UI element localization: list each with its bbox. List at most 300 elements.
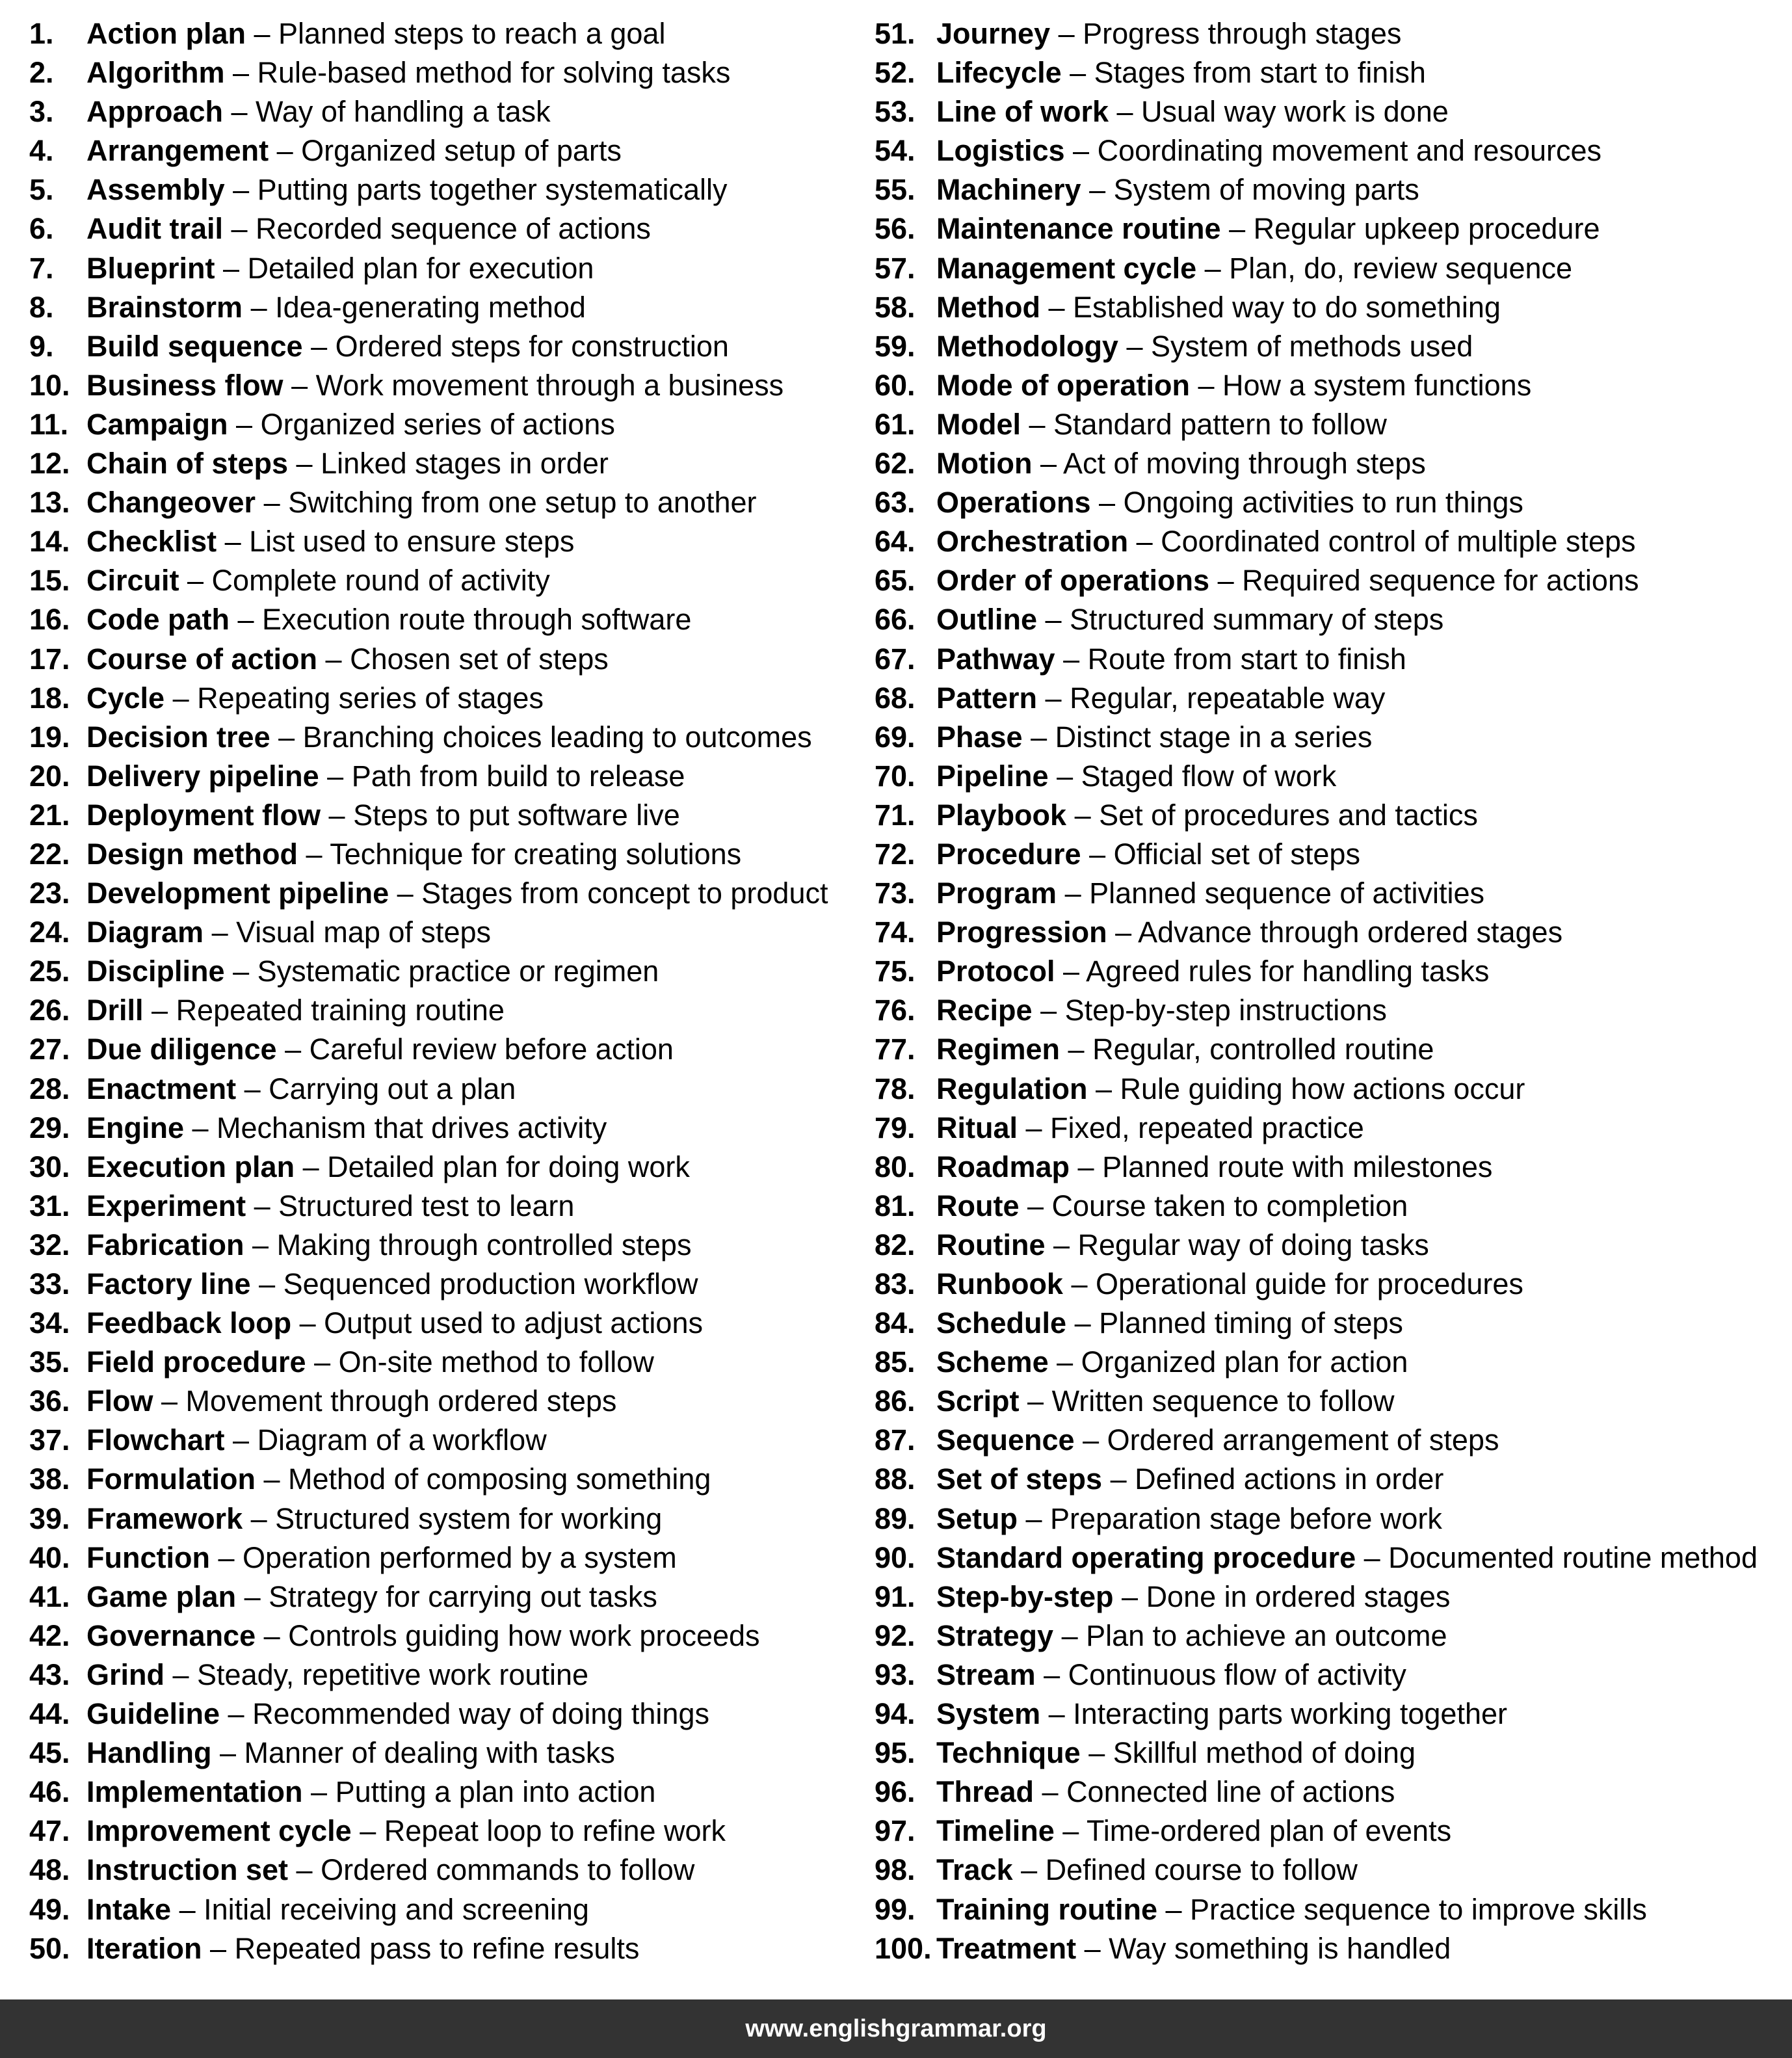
item-text: Outline – Structured summary of steps (936, 603, 1444, 637)
list-item (875, 1734, 1792, 1773)
item-number: 60. (875, 368, 916, 402)
item-text: Field procedure – On-site method to follow (86, 1345, 654, 1379)
list-item (29, 131, 875, 170)
item-text: Chain of steps – Linked stages in order (86, 447, 609, 481)
item-number: 8. (29, 290, 54, 324)
item-number: 81. (875, 1189, 916, 1222)
item-number: 72. (875, 837, 916, 871)
list-item (875, 1382, 1792, 1421)
item-text: Execution plan – Detailed plan for doing work (86, 1150, 690, 1183)
item-term: Algorithm (86, 56, 225, 90)
item-number: 31. (29, 1189, 70, 1222)
item-term: Runbook (936, 1267, 1063, 1300)
list-item (875, 1421, 1792, 1460)
item-term: Progression (936, 916, 1107, 949)
item-term: Flow (86, 1384, 153, 1418)
list-item (875, 444, 1792, 483)
list-item (875, 952, 1792, 991)
item-text: Stream – Continuous flow of activity (936, 1657, 1406, 1691)
list-item (29, 1851, 875, 1890)
item-term: Pathway (936, 642, 1055, 676)
item-number: 79. (875, 1111, 916, 1144)
item-term: Experiment (86, 1189, 246, 1222)
item-number: 5. (29, 173, 54, 207)
item-text: Build sequence – Ordered steps for construction (86, 329, 729, 363)
item-number: 11. (29, 407, 69, 441)
item-number: 7. (29, 251, 54, 285)
list-item (875, 53, 1792, 92)
item-text: Cycle – Repeating series of stages (86, 681, 544, 715)
item-number: 16. (29, 603, 70, 637)
item-text: Scheme – Organized plan for action (936, 1345, 1408, 1379)
list-item (875, 1851, 1792, 1890)
item-text: Standard operating procedure – Documented routine method (936, 1540, 1758, 1574)
list-item (29, 249, 875, 288)
list-item (875, 913, 1792, 952)
item-text: Timeline – Time-ordered plan of events (936, 1814, 1452, 1848)
item-term: Method (936, 290, 1040, 324)
item-text: Engine – Mechanism that drives activity (86, 1111, 607, 1144)
item-number: 68. (875, 681, 916, 715)
item-number: 95. (875, 1736, 916, 1770)
item-number: 10. (29, 368, 70, 402)
list-item (29, 1343, 875, 1382)
item-text: Recipe – Step-by-step instructions (936, 994, 1387, 1027)
list-item (875, 1812, 1792, 1851)
list-item (29, 952, 875, 991)
footer-url: www.englishgrammar.org (745, 2014, 1047, 2042)
item-text: Brainstorm – Idea-generating method (86, 290, 586, 324)
item-number: 89. (875, 1501, 916, 1535)
item-term: Timeline (936, 1814, 1055, 1848)
item-term: Improvement cycle (86, 1814, 352, 1848)
item-term: Program (936, 877, 1057, 910)
item-term: Audit trail (86, 212, 223, 246)
item-text: Instruction set – Ordered commands to follow (86, 1853, 695, 1887)
item-term: Design method (86, 837, 298, 871)
item-text: Experiment – Structured test to learn (86, 1189, 575, 1222)
item-number: 69. (875, 720, 916, 754)
list-item (875, 1616, 1792, 1656)
item-term: Regulation (936, 1072, 1088, 1105)
item-text: Machinery – System of moving parts (936, 173, 1419, 207)
list-item (875, 522, 1792, 561)
item-text: Campaign – Organized series of actions (86, 407, 615, 441)
list-item (29, 991, 875, 1030)
item-term: Grind (86, 1657, 165, 1691)
item-term: Implementation (86, 1775, 303, 1809)
item-text: Program – Planned sequence of activities (936, 877, 1484, 910)
item-text: Approach – Way of handling a task (86, 95, 551, 129)
list-item (875, 561, 1792, 600)
item-number: 80. (875, 1150, 916, 1183)
item-term: Treatment (936, 1931, 1077, 1965)
item-number: 57. (875, 251, 916, 285)
list-item (875, 1304, 1792, 1343)
list-item (875, 1343, 1792, 1382)
list-item (875, 1070, 1792, 1109)
item-number: 41. (29, 1579, 70, 1613)
list-item (875, 1187, 1792, 1226)
item-term: Procedure (936, 837, 1081, 871)
item-text: Setup – Preparation stage before work (936, 1501, 1442, 1535)
item-term: Line of work (936, 95, 1109, 129)
item-number: 42. (29, 1618, 70, 1652)
list-item (29, 1577, 875, 1616)
item-text: Action plan – Planned steps to reach a goal (86, 17, 666, 50)
item-number: 32. (29, 1228, 70, 1261)
item-term: Motion (936, 447, 1033, 481)
item-text: Route – Course taken to completion (936, 1189, 1408, 1222)
item-text: Feedback loop – Output used to adjust actions (86, 1306, 703, 1340)
item-text: Routine – Regular way of doing tasks (936, 1228, 1429, 1261)
list-item (875, 209, 1792, 248)
item-number: 36. (29, 1384, 70, 1418)
list-item (29, 874, 875, 913)
item-term: Phase (936, 720, 1023, 754)
item-term: Maintenance routine (936, 212, 1221, 246)
item-term: Framework (86, 1501, 243, 1535)
list-item (875, 483, 1792, 522)
item-number: 61. (875, 407, 916, 441)
list-item (29, 718, 875, 757)
item-number: 49. (29, 1892, 70, 1926)
item-term: Order of operations (936, 564, 1210, 598)
item-number: 76. (875, 994, 916, 1027)
item-number: 85. (875, 1345, 916, 1379)
list-item (29, 1265, 875, 1304)
list-item (875, 14, 1792, 53)
item-text: Step-by-step – Done in ordered stages (936, 1579, 1451, 1613)
item-term: Governance (86, 1618, 256, 1652)
item-term: Campaign (86, 407, 228, 441)
item-number: 17. (29, 642, 70, 676)
item-term: Decision tree (86, 720, 270, 754)
item-text: Procedure – Official set of steps (936, 837, 1360, 871)
item-number: 23. (29, 877, 70, 910)
item-number: 24. (29, 916, 70, 949)
item-term: Set of steps (936, 1462, 1103, 1496)
item-number: 6. (29, 212, 54, 246)
item-number: 66. (875, 603, 916, 637)
item-number: 58. (875, 290, 916, 324)
list-item (29, 1421, 875, 1460)
item-text: Playbook – Set of procedures and tactics (936, 798, 1478, 832)
item-text: Business flow – Work movement through a business (86, 368, 784, 402)
item-number: 90. (875, 1540, 916, 1574)
item-term: Technique (936, 1736, 1081, 1770)
item-text: Changeover – Switching from one setup to another (86, 486, 757, 520)
item-term: Protocol (936, 955, 1055, 988)
item-number: 9. (29, 329, 54, 363)
item-term: Checklist (86, 525, 217, 559)
item-number: 21. (29, 798, 70, 832)
item-term: Diagram (86, 916, 204, 949)
item-term: Handling (86, 1736, 212, 1770)
list-item (29, 1148, 875, 1187)
list-item (29, 444, 875, 483)
list-item (29, 1304, 875, 1343)
item-number: 13. (29, 486, 70, 520)
item-text: Sequence – Ordered arrangement of steps (936, 1423, 1499, 1457)
item-number: 55. (875, 173, 916, 207)
item-text: Logistics – Coordinating movement and resources (936, 134, 1601, 168)
item-number: 54. (875, 134, 916, 168)
list-item (875, 288, 1792, 327)
item-number: 94. (875, 1697, 916, 1731)
item-number: 40. (29, 1540, 70, 1574)
item-number: 99. (875, 1892, 916, 1926)
item-text: Phase – Distinct stage in a series (936, 720, 1373, 754)
item-term: Arrangement (86, 134, 269, 168)
list-item (875, 1538, 1792, 1577)
list-item (29, 913, 875, 952)
item-text: Motion – Act of moving through steps (936, 447, 1426, 481)
item-text: Runbook – Operational guide for procedures (936, 1267, 1523, 1300)
item-term: Factory line (86, 1267, 251, 1300)
item-text: Checklist – List used to ensure steps (86, 525, 575, 559)
item-term: Deployment flow (86, 798, 321, 832)
list-item (875, 1030, 1792, 1069)
list-item (29, 1030, 875, 1069)
item-term: Schedule (936, 1306, 1067, 1340)
item-number: 33. (29, 1267, 70, 1300)
list-item (29, 796, 875, 835)
item-text: Formulation – Method of composing something (86, 1462, 711, 1496)
list-item (875, 405, 1792, 444)
item-term: Recipe (936, 994, 1033, 1027)
item-term: Chain of steps (86, 447, 289, 481)
item-term: Management cycle (936, 251, 1197, 285)
item-text: Regulation – Rule guiding how actions occur (936, 1072, 1525, 1105)
item-text: Course of action – Chosen set of steps (86, 642, 609, 676)
item-term: Route (936, 1189, 1020, 1222)
list-item (875, 1656, 1792, 1695)
terms-column-right (875, 14, 1792, 1968)
item-term: Pattern (936, 681, 1038, 715)
item-term: Scheme (936, 1345, 1049, 1379)
item-text: Strategy – Plan to achieve an outcome (936, 1618, 1447, 1652)
item-text: Arrangement – Organized setup of parts (86, 134, 622, 168)
list-item (29, 1109, 875, 1148)
item-text: Delivery pipeline – Path from build to release (86, 759, 685, 793)
item-text: Blueprint – Detailed plan for execution (86, 251, 594, 285)
item-text: Implementation – Putting a plan into action (86, 1775, 656, 1809)
item-term: Delivery pipeline (86, 759, 319, 793)
item-term: Intake (86, 1892, 172, 1926)
item-term: Strategy (936, 1618, 1054, 1652)
terms-column-left (29, 14, 875, 1968)
list-item (29, 327, 875, 366)
item-term: Setup (936, 1501, 1018, 1535)
item-text: Pattern – Regular, repeatable way (936, 681, 1386, 715)
list-item (29, 1656, 875, 1695)
item-term: Course of action (86, 642, 318, 676)
list-item (875, 1773, 1792, 1812)
list-item (29, 1695, 875, 1734)
list-item (29, 561, 875, 600)
item-term: Instruction set (86, 1853, 289, 1887)
item-number: 19. (29, 720, 70, 754)
item-term: Execution plan (86, 1150, 295, 1183)
list-item (875, 170, 1792, 209)
list-item (29, 640, 875, 679)
item-number: 87. (875, 1423, 916, 1457)
list-item (875, 1109, 1792, 1148)
list-item (875, 757, 1792, 796)
item-term: Ritual (936, 1111, 1018, 1144)
item-text: Order of operations – Required sequence for actions (936, 564, 1639, 598)
item-text: Flowchart – Diagram of a workflow (86, 1423, 547, 1457)
item-number: 12. (29, 447, 70, 481)
item-term: Stream (936, 1657, 1036, 1691)
list-item (875, 1226, 1792, 1265)
list-item (29, 757, 875, 796)
item-term: Machinery (936, 173, 1081, 207)
list-item (29, 1616, 875, 1656)
item-number: 30. (29, 1150, 70, 1183)
item-text: Factory line – Sequenced production workflow (86, 1267, 698, 1300)
list-item (875, 1265, 1792, 1304)
item-text: Audit trail – Recorded sequence of actions (86, 212, 651, 246)
item-text: Grind – Steady, repetitive work routine (86, 1657, 588, 1691)
list-item (875, 600, 1792, 639)
item-number: 25. (29, 955, 70, 988)
item-number: 65. (875, 564, 916, 598)
list-item (29, 1226, 875, 1265)
item-text: Orchestration – Coordinated control of multiple steps (936, 525, 1636, 559)
list-item (29, 405, 875, 444)
item-text: Model – Standard pattern to follow (936, 407, 1387, 441)
list-item (29, 92, 875, 131)
item-term: Approach (86, 95, 224, 129)
item-text: Diagram – Visual map of steps (86, 916, 491, 949)
item-number: 93. (875, 1657, 916, 1691)
list-item (875, 1695, 1792, 1734)
item-term: Brainstorm (86, 290, 243, 324)
list-item (29, 170, 875, 209)
item-term: Training routine (936, 1892, 1158, 1926)
item-term: Thread (936, 1775, 1034, 1809)
list-item (875, 366, 1792, 405)
item-term: Business flow (86, 368, 283, 402)
item-text: Flow – Movement through ordered steps (86, 1384, 617, 1418)
list-item (29, 522, 875, 561)
list-item (875, 991, 1792, 1030)
list-item (875, 1890, 1792, 1929)
item-number: 51. (875, 17, 916, 50)
item-number: 29. (29, 1111, 70, 1144)
item-number: 26. (29, 994, 70, 1027)
item-number: 35. (29, 1345, 70, 1379)
item-text: Operations – Ongoing activities to run things (936, 486, 1523, 520)
item-number: 4. (29, 134, 54, 168)
item-text: Roadmap – Planned route with milestones (936, 1150, 1493, 1183)
list-item (29, 14, 875, 53)
list-item (29, 366, 875, 405)
item-term: Script (936, 1384, 1020, 1418)
item-text: Progression – Advance through ordered stages (936, 916, 1563, 949)
item-term: Step-by-step (936, 1579, 1114, 1613)
list-item (29, 1734, 875, 1773)
item-term: Build sequence (86, 329, 303, 363)
item-text: Governance – Controls guiding how work proceeds (86, 1618, 760, 1652)
item-term: Assembly (86, 173, 225, 207)
item-text: Script – Written sequence to follow (936, 1384, 1395, 1418)
item-number: 27. (29, 1033, 70, 1066)
list-item (875, 679, 1792, 718)
item-term: System (936, 1697, 1041, 1731)
item-text: Schedule – Planned timing of steps (936, 1306, 1403, 1340)
item-term: Iteration (86, 1931, 202, 1965)
list-item (29, 53, 875, 92)
item-text: Line of work – Usual way work is done (936, 95, 1449, 129)
item-number: 96. (875, 1775, 916, 1809)
item-number: 84. (875, 1306, 916, 1340)
item-text: Treatment – Way something is handled (936, 1931, 1451, 1965)
item-number: 71. (875, 798, 916, 832)
footer-bar (0, 1999, 1792, 2058)
item-number: 22. (29, 837, 70, 871)
list-item (29, 1890, 875, 1929)
item-term: Methodology (936, 329, 1118, 363)
item-number: 100. (875, 1931, 932, 1965)
item-number: 50. (29, 1931, 70, 1965)
list-item (29, 1499, 875, 1538)
item-text: Guideline – Recommended way of doing things (86, 1697, 709, 1731)
item-term: Action plan (86, 17, 246, 50)
item-number: 83. (875, 1267, 916, 1300)
item-text: System – Interacting parts working together (936, 1697, 1507, 1731)
item-number: 63. (875, 486, 916, 520)
list-item (29, 1382, 875, 1421)
item-term: Journey (936, 17, 1051, 50)
item-number: 56. (875, 212, 916, 246)
item-number: 86. (875, 1384, 916, 1418)
item-number: 47. (29, 1814, 70, 1848)
item-text: Intake – Initial receiving and screening (86, 1892, 589, 1926)
list-item (29, 1187, 875, 1226)
list-item (875, 1577, 1792, 1616)
item-term: Operations (936, 486, 1091, 520)
list-item (29, 835, 875, 874)
item-number: 53. (875, 95, 916, 129)
item-term: Pipeline (936, 759, 1049, 793)
item-text: Handling – Manner of dealing with tasks (86, 1736, 615, 1770)
item-term: Roadmap (936, 1150, 1070, 1183)
item-text: Method – Established way to do something (936, 290, 1501, 324)
item-number: 52. (875, 56, 916, 90)
item-number: 20. (29, 759, 70, 793)
item-term: Regimen (936, 1033, 1061, 1066)
item-term: Fabrication (86, 1228, 244, 1261)
item-term: Feedback loop (86, 1306, 292, 1340)
list-item (875, 640, 1792, 679)
item-term: Model (936, 407, 1021, 441)
item-term: Playbook (936, 798, 1067, 832)
item-number: 43. (29, 1657, 70, 1691)
list-item (29, 483, 875, 522)
list-item (29, 600, 875, 639)
item-number: 73. (875, 877, 916, 910)
item-number: 67. (875, 642, 916, 676)
item-term: Due diligence (86, 1033, 277, 1066)
item-number: 75. (875, 955, 916, 988)
list-item (875, 718, 1792, 757)
item-text: Technique – Skillful method of doing (936, 1736, 1416, 1770)
list-item (29, 1538, 875, 1577)
item-number: 88. (875, 1462, 916, 1496)
